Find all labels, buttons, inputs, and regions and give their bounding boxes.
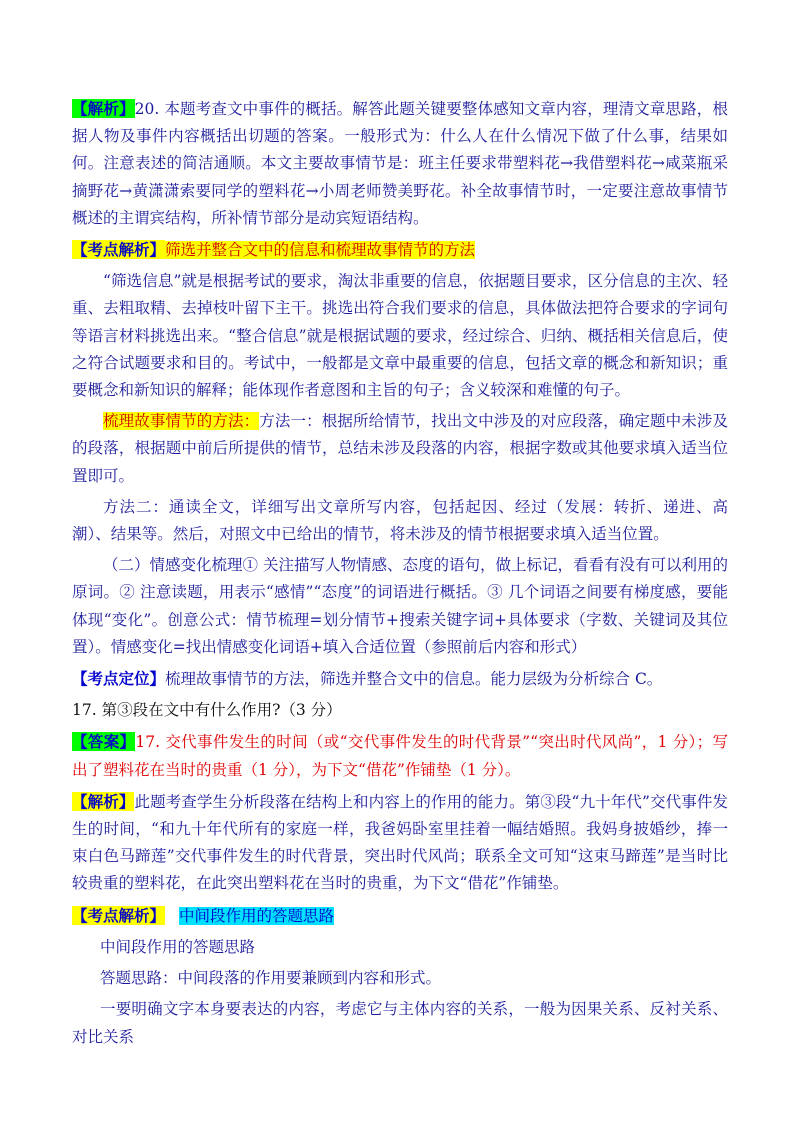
key-point-heading [72, 236, 728, 264]
middle-paragraph-line1: 中间段作用的答题思路 [100, 937, 256, 956]
position-text: 梳理故事情节的方法，筛选并整合文中的信息。能力层级为分析综合 C。 [165, 670, 663, 689]
analysis-label: 【解析】 [72, 99, 135, 118]
emotion-change-paragraph: （二）情感变化梳理① 关注描写人物情感、态度的语句，做上标记，看看有没有可以利用的原词。② 注意读题，用表示“感情”“态度”的词语进行概括。③ 几个词语之间要有梯度感，要能体现“变化”。创意公式：情节梳理=划分情节+搜索关键字词+具体要求（字数、关键词及其位置）。情感变化=找出情感变化词语+填入合适位置（参照前后内容和形式） [72, 556, 728, 656]
answer-label: 【答案】 [72, 732, 136, 752]
answer-paragraph [72, 728, 728, 783]
answer-text: 17. 交代事件发生的时间（或“交代事件发生的时代背景”“突出时代风尚”，1 分）；写出了塑料花在当时的贵重（1 分），为下文“借花”作铺垫（1 分）。 [72, 733, 728, 779]
middle-paragraph-line2: 答题思路：中间段落的作用要兼顾到内容和形式。 [100, 969, 442, 988]
analysis-paragraph-17 [72, 788, 728, 898]
key-point-label-2: 【考点解析】 [72, 905, 166, 925]
plot-method-one-text: 方法一：根据所给情节，找出文中涉及的对应段落，确定题中未涉及的段落，根据题中前后所提供的情节，总结未涉及段落的内容，根据字数或其他要求填入适当位置即可。 [72, 412, 728, 485]
key-point-label: 【考点解析】 [72, 240, 166, 260]
document-content [72, 95, 728, 1055]
key-point-position [72, 665, 728, 693]
screening-info-paragraph: “筛选信息”就是根据考试的要求，淘汰非重要的信息，依据题目要求，区分信息的主次、轻重、去粗取精、去掉枝叶留下主干。挑选出符合我们要求的信息，具体做法把符合要求的字词句等语言材料挑选出来。“整合信息”就是根据试题的要求，经过综合、归纳、概括相关信息后，使之符合试题要求和目的。考试中，一般都是文章中最重要的信息，包括文章的概念和新知识；重要概念和新知识的解释；能体现作者意图和主旨的句子；含义较深和难懂的句子。 [72, 272, 728, 400]
middle-paragraph-line3: 一要明确文字本身要表达的内容，考虑它与主体内容的关系，一般为因果关系、反衬关系、对比关系 [72, 1000, 728, 1046]
key-point-title-2: 中间段作用的答题思路 [179, 906, 335, 925]
analysis-text-2: 此题考查学生分析段落在结构上和内容上的作用的能力。第③段“九十年代”交代事件发生的时间，“和九十年代所有的家庭一样，我爸妈卧室里挂着一幅结婚照。我妈身披婚纱，捧一束白色马蹄莲”交代事件发生的时代背景，突出时代风尚；联系全文可知“这束马蹄莲”是当时比较贵重的塑料花，在此突出塑料花在当时的贵重，为下文“借花”作铺垫。 [72, 792, 728, 893]
key-point-heading-2 [72, 902, 728, 930]
plot-method-label: 梳理故事情节的方法： [103, 412, 260, 431]
analysis-label-2: 【解析】 [72, 791, 135, 811]
question-17: 17. 第③段在文中有什么作用?（3 分） [72, 701, 342, 720]
plot-method-one-paragraph [72, 408, 728, 490]
analysis-text: 20. 本题考查文中事件的概括。解答此题关键要整体感知文章内容，理清文章思路，根据人物及事件内容概括出切题的答案。一般形式为：什么人在什么情况下做了什么事，结果如何。注意表述的简洁通顺。本文主要故事情节是：班主任要求带塑料花→我借塑料花→咸菜瓶采摘野花→黄潇潇索要同学的塑料花→小周老师赞美野花。补全故事情节时，一定要注意故事情节概述的主谓宾结构，所补情节部分是动宾短语结构。 [72, 100, 728, 227]
position-label: 【考点定位】 [72, 669, 166, 689]
key-point-title: 筛选并整合文中的信息和梳理故事情节的方法 [165, 241, 476, 260]
analysis-paragraph-20 [72, 95, 728, 232]
plot-method-two-paragraph: 方法二：通读全文，详细写出文章所写内容，包括起因、经过（发展：转折、递进、高潮）、结果等。然后，对照文中已给出的情节，将未涉及的情节根据要求填入适当位置。 [72, 497, 728, 544]
